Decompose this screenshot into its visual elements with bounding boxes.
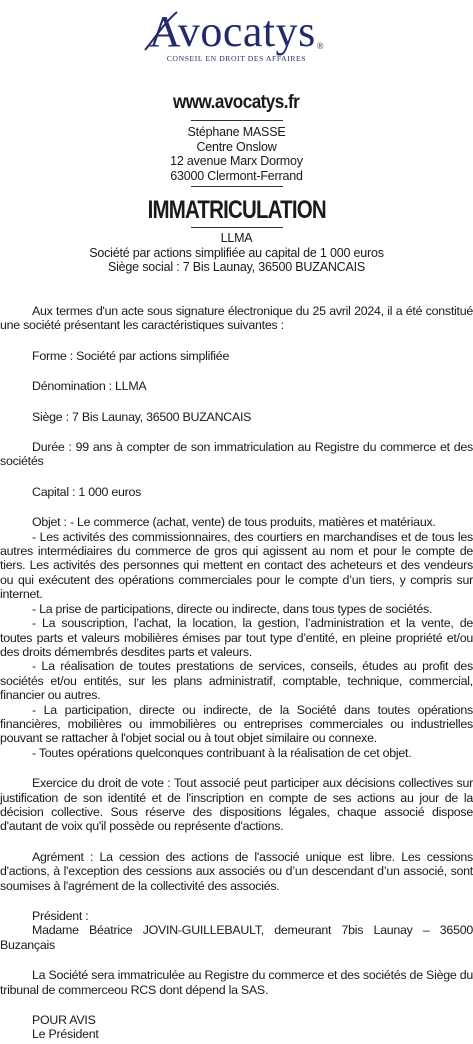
capital-paragraph: Capital : 1 000 euros — [32, 484, 142, 499]
logo-registered-mark: ® — [316, 41, 325, 51]
divider — [191, 186, 283, 187]
divider — [191, 227, 283, 228]
pour-avis: POUR AVIS — [32, 1013, 96, 1028]
objet-item: - Toutes opérations quelconques contribuant à la réalisation de cet objet. — [32, 745, 412, 760]
siege-paragraph: Siège : 7 Bis Launay, 36500 BUZANCAIS — [32, 409, 252, 424]
address-line: Stéphane MASSE — [187, 125, 286, 139]
address-line: Centre Onslow — [196, 139, 277, 154]
logo-wordmark — [149, 8, 324, 56]
agrement-paragraph: Agrément : La cession des actions de l'associé unique est libre. Les cessions d'actions, à l'exception des cessions aux associés ou d’un descendant d’un associé, sont soumises à l'agrément de la collectivité des associés. — [0, 849, 473, 893]
objet-paragraph: Objet : - Le commerce (achat, vente) de tous produits, matières et matériaux. — [32, 515, 436, 530]
objet-item: - Les activités des commissionnaires, des courtiers en marchandises et de tous les autres intermédiaires du commerce de gros qui agissent au nom et pour le compte de tiers. Les activités des personnes qui mettent en contact des acheteurs et des vendeurs ou qui exécutent des opérations commerciales pour le compte d’un tiers, y compris sur internet. — [0, 529, 473, 602]
logo-brand: Avocatys — [148, 7, 316, 56]
logo-tagline: CONSEIL EN DROIT DES AFFAIRES — [166, 54, 307, 63]
president-label: Président : — [32, 909, 89, 923]
address-line: 12 avenue Marx Dormoy — [170, 154, 303, 168]
company-line: LLMA — [220, 231, 253, 245]
objet-item: - La réalisation de toutes prestations de services, conseils, études au profit des sociétés et/ou entités, sur les plans administratif, comptable, technique, commercial, financier ou autres. — [0, 659, 473, 703]
notice-body — [0, 304, 473, 1042]
intro-paragraph: Aux termes d'un acte sous signature électronique du 25 avril 2024, il a été constitué une société présentant les caractéristiques suivantes : — [0, 304, 473, 333]
avocatys-logo — [0, 8, 473, 63]
objet-item: - La prise de participations, directe ou indirecte, dans tous types de sociétés. — [32, 601, 433, 616]
address-line: 63000 Clermont-Ferrand — [170, 168, 303, 183]
vote-paragraph: Exercice du droit de vote : Tout associé peut participer aux décisions collectives sur justification de son identité et de l'inscription en compte de ses actions au jour de la décision collective. Sous réserve des dispositions légales, chaque associé dispose d'autant de voix qu'il possède ou représente d'actions. — [0, 776, 473, 834]
objet-item: - La participation, directe ou indirecte, de la Société dans toutes opérations financières, mobilières ou immobilières ou entreprises commerciales ou industrielles pouvant se rattacher à l'objet social ou à tout objet similaire ou connexe. — [0, 702, 473, 746]
company-line: Siège social : 7 Bis Launay, 36500 BUZANCAIS — [107, 260, 366, 274]
duree-paragraph: Durée : 99 ans à compter de son immatriculation au Registre du commerce et des sociétés — [0, 440, 473, 469]
divider — [191, 120, 283, 121]
objet-item: - La souscription, l’achat, la location, la gestion, l’administration et la vente, de toutes parts et valeurs mobilières émises par tout type d’entité, en pleine propriété et/ou des droits démembrés desdites parts et valeurs. — [0, 616, 473, 659]
forme-paragraph: Forme : Société par actions simplifiée — [32, 348, 230, 363]
logo-swoosh-icon — [141, 8, 201, 58]
signature-line: Le Président — [32, 1027, 99, 1042]
denomination-paragraph: Dénomination : LLMA — [32, 379, 147, 394]
immatriculation-paragraph: La Société sera immatriculée au Registre du commerce et des sociétés de Siège du tribunal de commerceou RCS dont dépend la SAS. — [0, 968, 473, 997]
notice-header — [0, 92, 473, 275]
president-paragraph: Madame Béatrice JOVIN-GUILLEBAULT, demeurant 7bis Launay – 36500 Buzançais — [0, 923, 473, 952]
company-line: Société par actions simplifiée au capital de 1 000 euros — [89, 245, 384, 260]
page-title: IMMATRICULATION — [147, 196, 326, 224]
website-link[interactable]: www.avocatys.fr — [173, 92, 300, 113]
